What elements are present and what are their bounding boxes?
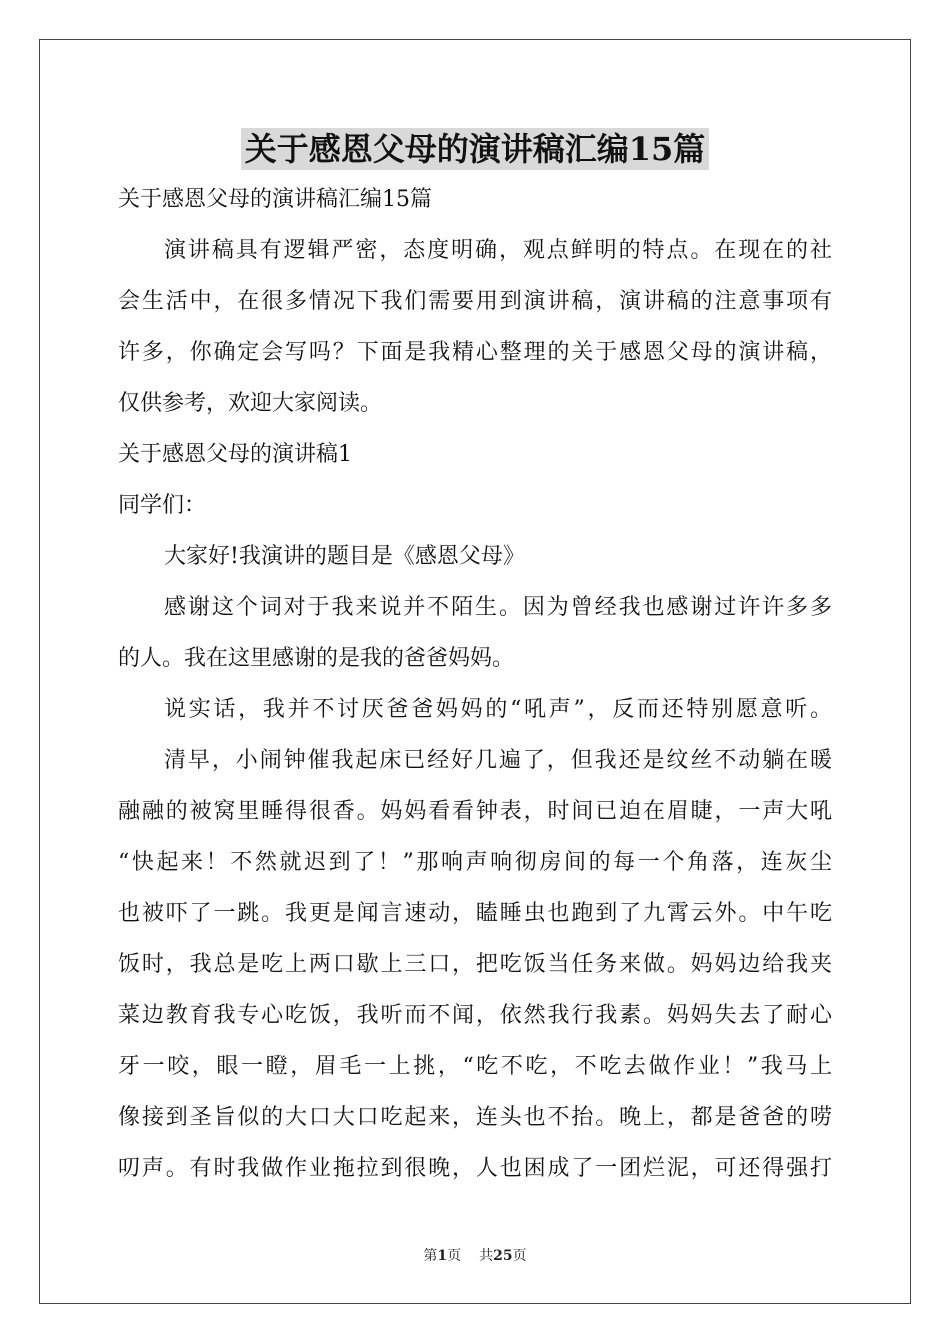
page-footer — [0, 1246, 950, 1266]
greeting: 大家好!我演讲的题目是《感恩父母》 — [164, 544, 525, 569]
section-heading: 关于感恩父母的演讲稿1 — [118, 442, 352, 467]
paragraph-line: 也被吓了一跳。我更是闻言速动，瞌睡虫也跑到了九霄云外。中午吃 — [118, 901, 832, 926]
paragraph-line: 感谢这个词对于我来说并不陌生。因为曾经我也感谢过许许多多 — [164, 595, 832, 620]
document-title: 关于感恩父母的演讲稿汇编15篇 — [241, 128, 710, 170]
total-prefix: 共 — [479, 1248, 494, 1264]
document-body — [118, 174, 832, 1194]
total-unit: 页 — [512, 1248, 527, 1264]
intro-line: 仅供参考，欢迎大家阅读。 — [118, 391, 383, 416]
paragraph-line: 的人。我在这里感谢的是我的爸爸妈妈。 — [118, 646, 515, 671]
intro-line: 会生活中，在很多情况下我们需要用到演讲稿，演讲稿的注意事项有 — [118, 289, 832, 314]
salutation: 同学们： — [118, 493, 207, 518]
paragraph-line: “快起来！不然就迟到了！”那响声响彻房间的每一个角落，连灰尘 — [118, 850, 832, 875]
paragraph-line: 牙一咬，眼一瞪，眉毛一上挑，“吃不吃，不吃去做作业！”我马上 — [118, 1054, 832, 1079]
paragraph-line: 饭时，我总是吃上两口歇上三口，把吃饭当任务来做。妈妈边给我夹 — [118, 952, 832, 977]
paragraph-line: 融融的被窝里睡得很香。妈妈看看钟表，时间已迫在眉睫，一声大吼 — [118, 799, 832, 824]
paragraph-line: 菜边教育我专心吃饭，我听而不闻，依然我行我素。妈妈失去了耐心 — [118, 1003, 832, 1028]
intro-line: 演讲稿具有逻辑严密，态度明确，观点鲜明的特点。在现在的社 — [164, 238, 832, 263]
subtitle: 关于感恩父母的演讲稿汇编15篇 — [118, 187, 432, 212]
page-unit: 页 — [447, 1248, 462, 1264]
paragraph-line: 说实话，我并不讨厌爸爸妈妈的“吼声”，反而还特别愿意听。 — [164, 697, 832, 722]
paragraph-line: 像接到圣旨似的大口大口吃起来，连头也不抬。晚上，都是爸爸的唠 — [118, 1105, 832, 1130]
page-prefix: 第 — [423, 1248, 438, 1264]
page-number: 1 — [437, 1248, 448, 1264]
paragraph-line: 叨声。有时我做作业拖拉到很晚，人也困成了一团烂泥，可还得强打 — [118, 1156, 832, 1181]
total-pages: 25 — [493, 1248, 513, 1264]
title-area — [0, 128, 950, 170]
intro-line: 许多，你确定会写吗？下面是我精心整理的关于感恩父母的演讲稿， — [118, 340, 832, 365]
paragraph-line: 清早，小闹钟催我起床已经好几遍了，但我还是纹丝不动躺在暖 — [164, 748, 832, 773]
